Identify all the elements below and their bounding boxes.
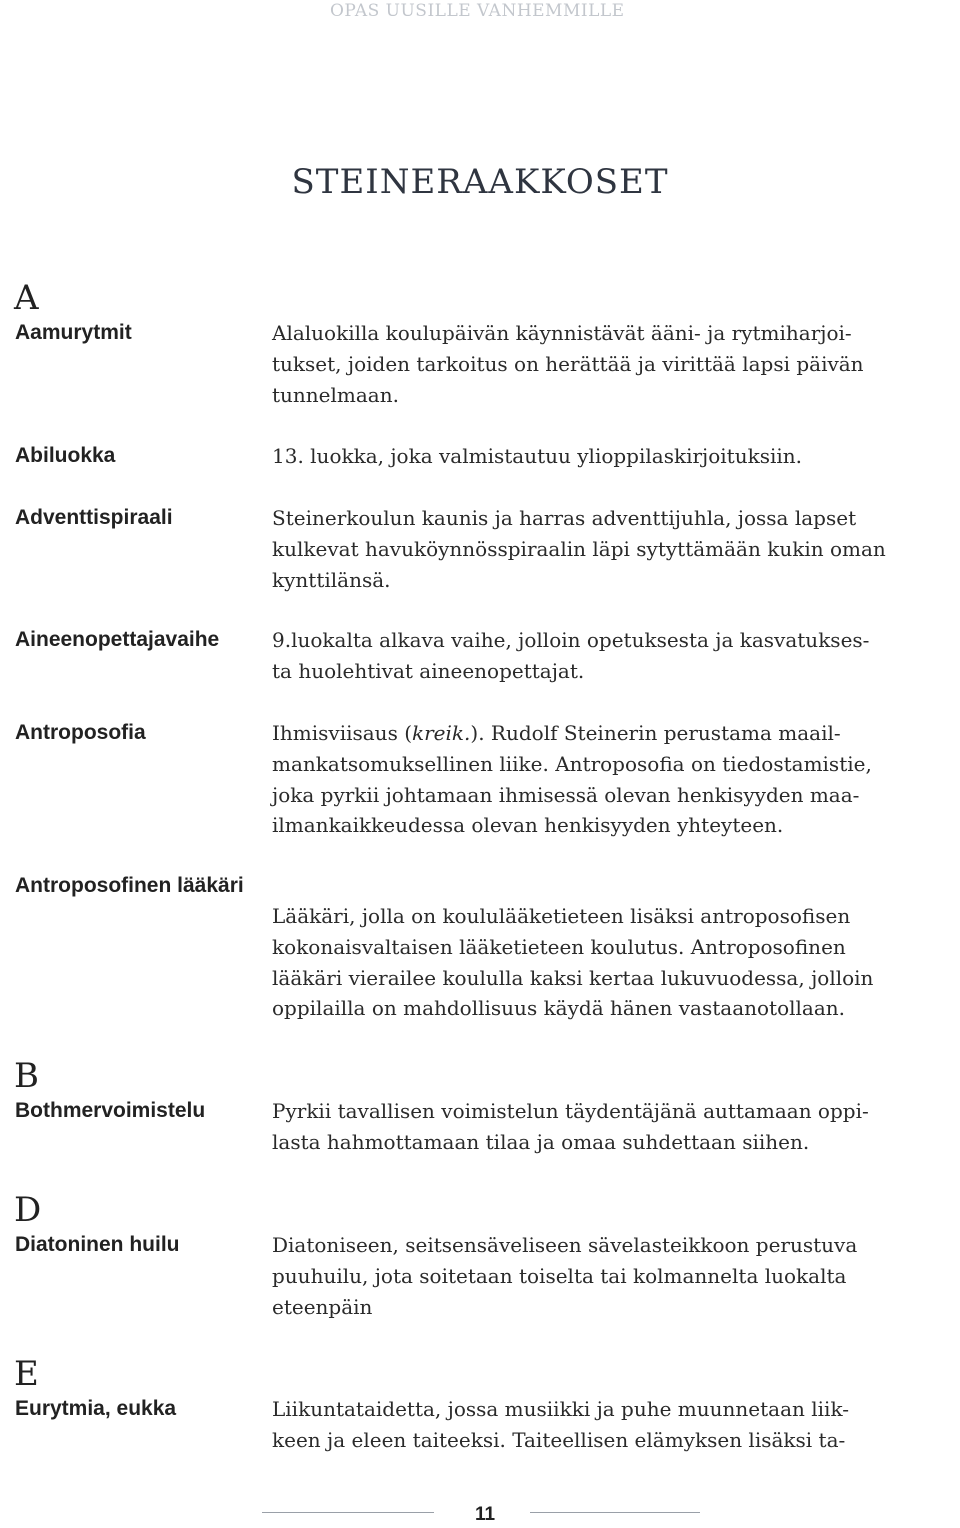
running-head: OPAS UUSILLE VANHEMMILLE — [330, 1, 625, 21]
term-aineenopettajavaihe: Aineenopettajavaihe — [15, 628, 220, 651]
section-letter-b: B — [14, 1056, 39, 1096]
term-abiluokka: Abiluokka — [15, 444, 116, 467]
term-eurytmia: Eurytmia, eukka — [15, 1397, 177, 1420]
term-antroposofia: Antroposofia — [15, 721, 146, 744]
definition-antroposofia — [272, 718, 952, 841]
footer-rule-left — [262, 1512, 434, 1513]
page-number: 11 — [474, 1504, 496, 1525]
term-aamurytmit: Aamurytmit — [15, 321, 132, 344]
section-letter-a: A — [14, 278, 39, 318]
definition-antroposofia-rest: ). Rudolf Steinerin perustama maail- mankatsomuksellinen liike. Antroposofia on tiedostamistie, joka pyrkii johtamaan ihmisessä olevan henkisyyden maa- ilmankaikkeudessa olevan henkisyyden yhteyteen. — [272, 721, 872, 838]
section-letter-d: D — [14, 1190, 42, 1230]
definition-bothmervoimistelu: Pyrkii tavallisen voimistelun täydentäjänä auttamaan oppi- lasta hahmottamaan tilaa ja omaa suhdettaan siihen. — [272, 1099, 869, 1154]
page-title: STEINERAAKKOSET — [291, 162, 669, 202]
definition-diatoninen-huilu: Diatoniseen, seitsensäveliseen sävelasteikkoon perustuva puuhuilu, jota soitetaan toiselta tai kolmannelta luokalta eteenpäin — [272, 1233, 858, 1319]
definition-aamurytmit: Alaluokilla koulupäivän käynnistävät ääni- ja rytmiharjoi- tukset, joiden tarkoitus on herättää ja virittää lapsi päivän tunnelmaan. — [272, 321, 864, 407]
term-bothmervoimistelu: Bothmervoimistelu — [15, 1099, 206, 1122]
definition-antroposofia-start: Ihmisviisaus ( — [272, 721, 412, 745]
section-letter-e: E — [14, 1354, 39, 1394]
term-antroposofinen-laakari: Antroposofinen lääkäri — [15, 874, 244, 897]
definition-antroposofia-italic: kreik. — [412, 721, 471, 745]
term-diatoninen-huilu: Diatoninen huilu — [15, 1233, 180, 1256]
definition-eurytmia: Liikuntataidetta, jossa musiikki ja puhe muunnetaan liik- keen ja eleen taiteeksi. Taiteellisen elämyksen lisäksi ta- — [272, 1397, 849, 1452]
definition-antroposofinen-laakari: Lääkäri, jolla on koululääketieteen lisäksi antroposofisen kokonaisvaltaisen lääketieteen koulutus. Antroposofinen lääkäri vierailee koululla kaksi kertaa lukuvuodessa, jolloin oppilailla on mahdollisuus käydä hänen vastaanotollaan. — [272, 904, 874, 1021]
definition-abiluokka: 13. luokka, joka valmistautuu ylioppilaskirjoituksiin. — [272, 444, 803, 468]
footer-rule-right — [530, 1512, 700, 1513]
definition-adventtispiraali: Steinerkoulun kaunis ja harras adventtijuhla, jossa lapset kulkevat havuköynnösspiraalin läpi sytyttämään kukin oman kynttilänsä. — [272, 506, 886, 592]
term-adventtispiraali: Adventtispiraali — [15, 506, 173, 529]
definition-aineenopettajavaihe: 9.luokalta alkava vaihe, jolloin opetuksesta ja kasvatukses- ta huolehtivat aineenopettajat. — [272, 628, 870, 683]
